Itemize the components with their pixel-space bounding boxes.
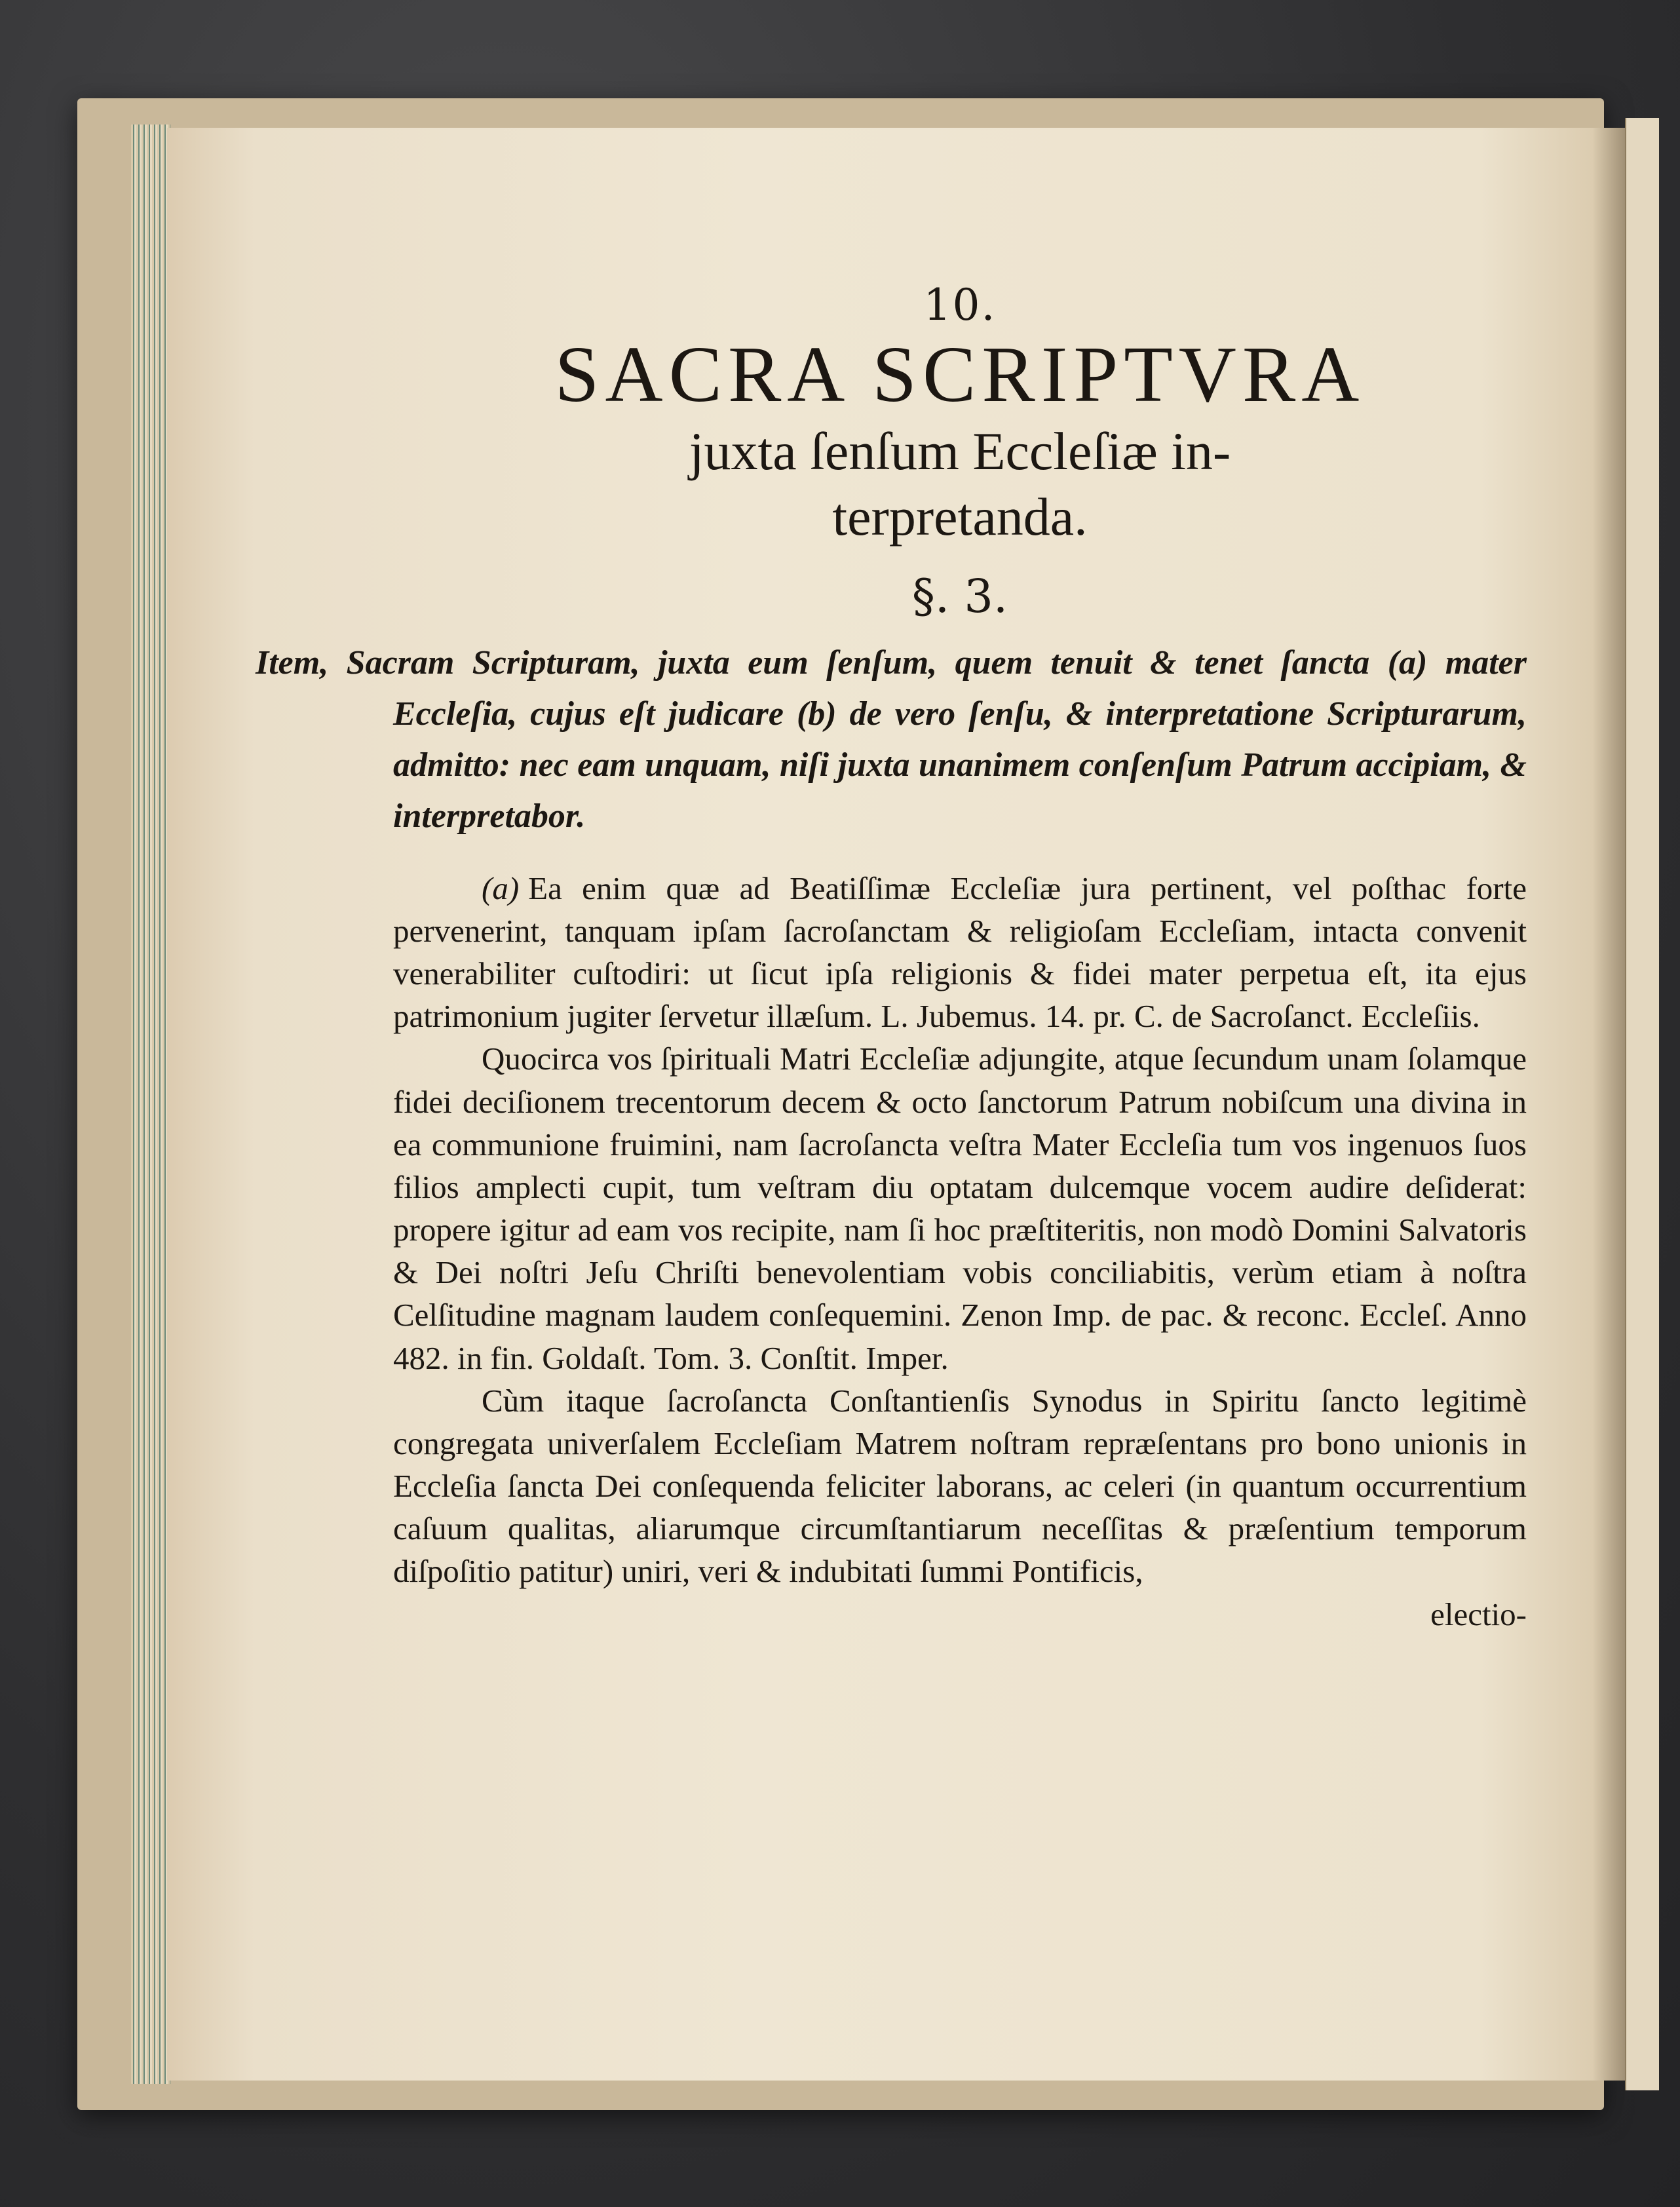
subtitle-line-2: terpretanda. (832, 486, 1088, 547)
paragraph-1-text: Ea enim quæ ad Beatiſſimæ Eccleſiæ jura pertinent, vel poſthac forte pervenerint, tanquam ipſam ſacroſanctam & religioſam Eccleſiam, intacta convenit venerabiliter cuſtodiri: ut ſicut ipſa religionis & fidei mater perpetua eſt, ita ejus patrimonium jugiter ſervetur illæſum. L. Jubemus. 14. pr. C. de Sacroſanct. Eccleſiis. (393, 870, 1527, 1035)
paragraph-2: Quocirca vos ſpirituali Matri Eccleſiæ adjungite, atque ſecundum unam ſolamque fidei deciſionem trecentorum decem & octo ſanctorum Patrum nobiſcum una divina in ea communione fruimini, nam ſacroſancta veſtra Mater Eccleſia tum vos ingenuos ſuos filios amplecti cupit, tum veſtram diu optatam dulcemque vocem audire deſiderat: propere igitur ad eam vos recipite, nam ſi hoc præſtiteritis, non modò Domini Salvatoris & Dei noſtri Jeſu Chriſti benevolentiam vobis conciliabitis, verùm etiam à noſtra Celſitudine magnam laudem conſequemini. Zenon Imp. de pac. & reconc. Eccleſ. Anno 482. in fin. Goldaſt. Tom. 3. Conſtit. Imper. (393, 1041, 1527, 1376)
catchword: electio- (1430, 1596, 1527, 1632)
paragraph-3: Cùm itaque ſacroſancta Conſtantienſis Synodus in Spiritu ſancto legitimè congregata univerſalem Eccleſiam Matrem noſtram repræſentans pro bono unionis in Eccleſia ſancta Dei conſequenda feliciter laborans, ac celeri (in quantum occurrentium caſuum qualitas, aliarumque circumſtantiarum neceſſitas & præſentium temporum diſpoſitio patitur) uniri, veri & indubitati ſummi Pontificis, (393, 1382, 1527, 1590)
section-heading: §. 3. (911, 569, 1008, 623)
page-edges (131, 125, 170, 2084)
subtitle-line-1: juxta ſenſum Eccleſiæ in- (689, 421, 1231, 481)
footnote-marker: (a) (482, 870, 520, 906)
oath-text: Item, Sacram Scripturam, juxta eum ſenſum, quem tenuit & tenet ſancta (a) mater Eccleſia, cujus eſt judicare (b) de vero ſenſu, & interpretatione Scripturarum, admitto: nec eam unquam, niſi juxta unanimem conſenſum Patrum accipiam, & interpretabor. (256, 643, 1527, 835)
paragraph-1 (393, 867, 1527, 1038)
page-title: SACRA SCRIPTVRA (554, 330, 1365, 419)
commentary-body (393, 867, 1527, 1593)
spine-shadow (1592, 128, 1625, 2081)
page-text (256, 280, 1527, 1636)
facing-page-edge (1625, 118, 1659, 2090)
page-number: 10. (923, 280, 997, 330)
